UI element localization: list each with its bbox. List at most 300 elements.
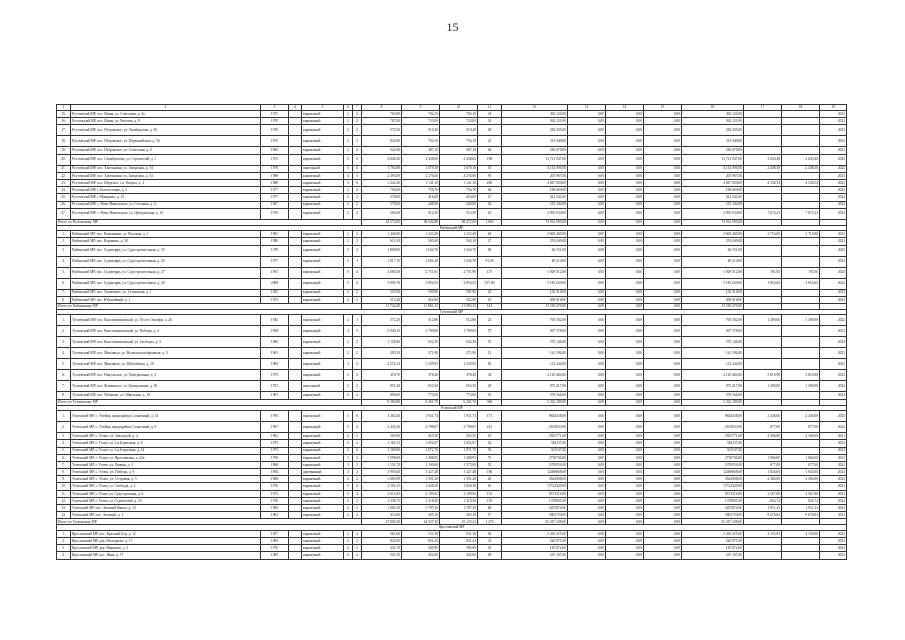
table-cell: 68	[478, 505, 502, 512]
table-cell: 2 448,30	[744, 165, 782, 172]
table-cell: 2023	[820, 289, 847, 296]
table-cell: 1 911,23	[782, 505, 820, 512]
table-cell: 0,00	[606, 194, 644, 201]
table-cell: 0,00	[568, 267, 606, 278]
table-cell: 0,00	[644, 165, 682, 172]
table-cell: 9.	[57, 476, 71, 483]
table-cell: 2023	[820, 111, 847, 118]
table-cell: 25 125,22	[440, 519, 478, 525]
table-cell: 1976	[261, 545, 289, 552]
table-cell	[782, 326, 820, 337]
table-cell: 1 100,60	[402, 461, 440, 468]
address-cell: Тутаевский МР, пос. Константиновский, ул. Свободы, д. 3	[71, 337, 261, 348]
table-cell	[289, 447, 302, 454]
column-header: 12	[502, 105, 568, 111]
table-cell: 512,50	[402, 208, 440, 219]
table-cell: 4 156,00	[782, 530, 820, 537]
table-cell	[289, 147, 302, 154]
table-cell: кирпичный	[302, 238, 344, 245]
table-cell: 2023	[820, 208, 847, 219]
table-cell: 4 113 095,00	[682, 165, 744, 172]
column-header: 9	[402, 105, 440, 111]
table-cell: 1 929 012,00	[502, 267, 568, 278]
table-cell: 4 336,54	[782, 179, 820, 186]
table-cell: 0,00	[644, 267, 682, 278]
table-cell: 2022	[820, 278, 847, 289]
table-cell: 1 488,95	[402, 454, 440, 461]
table-cell: 0,00	[568, 440, 606, 447]
table-cell: 0,00	[644, 392, 682, 399]
table-cell: 2 263 455,00	[502, 530, 568, 537]
table-cell: 2437874,00	[682, 505, 744, 512]
table-cell: 0,00	[644, 231, 682, 238]
table-cell: 5	[344, 165, 353, 172]
table-cell	[782, 337, 820, 348]
table-cell: 2	[344, 194, 353, 201]
table-row	[57, 469, 847, 476]
table-cell: 0,00	[606, 154, 644, 165]
address-cell: Угличский МР, с. Углич, ул. Заводской, д. 4	[71, 433, 261, 440]
table-cell: 2	[344, 208, 353, 219]
address-cell: Тутаевский МР, пос. Микляиха, ул. Юбилейная, д. 10	[71, 359, 261, 370]
table-cell: 2	[353, 194, 362, 201]
address-cell: Ростовский МР, с. Ново-Никольское, ул. Центральная, д. 16	[71, 208, 261, 219]
table-cell: 756,70	[402, 187, 440, 194]
table-cell: 2	[344, 136, 353, 147]
table-cell: 1 323,40	[402, 231, 440, 238]
table-cell: 70	[478, 326, 502, 337]
table-cell: 4 438,60	[440, 154, 478, 165]
table-row	[57, 326, 847, 337]
table-cell: 2	[353, 111, 362, 118]
table-cell: 0,00	[606, 208, 644, 219]
column-header: 19	[820, 105, 847, 111]
table-cell	[782, 289, 820, 296]
table-cell	[289, 296, 302, 303]
table-cell: 3802750,00	[682, 512, 744, 519]
table-cell: 2	[353, 469, 362, 476]
table-row	[57, 179, 847, 186]
table-cell: 220 871,00	[502, 538, 568, 545]
address-cell: Ростовский МР, с. Ново-Никольское, ул. Столовая, д. 4	[71, 201, 261, 208]
table-cell: 0,00	[568, 476, 606, 483]
column-header: 2	[71, 105, 261, 111]
table-cell: 723,00	[402, 118, 440, 125]
table-cell: кирпичный	[302, 545, 344, 552]
total-label: Итого по Угличскому МР	[57, 519, 362, 525]
table-cell: 40	[478, 476, 502, 483]
table-cell: 0,00	[606, 118, 644, 125]
table-cell: 2	[344, 538, 353, 545]
table-cell: 215 167,00	[682, 552, 744, 559]
table-cell: кирпичный	[302, 337, 344, 348]
table-cell: 0,00	[606, 337, 644, 348]
table-cell: 2	[344, 289, 353, 296]
table-cell: 0,00	[606, 165, 644, 172]
table-cell	[782, 238, 820, 245]
table-cell: 0,00	[644, 147, 682, 154]
table-cell: 1 797,30	[402, 505, 440, 512]
table-cell: 567 378,00	[682, 326, 744, 337]
table-cell: 2022	[820, 194, 847, 201]
table-cell: 756,70	[440, 187, 478, 194]
table-cell: 614	[478, 303, 502, 309]
table-cell: 0,00	[644, 303, 682, 309]
table-cell: 3	[353, 256, 362, 267]
table-cell: 5 322 180,00	[682, 399, 744, 405]
column-header: 7	[353, 105, 362, 111]
table-cell: 524,30	[362, 147, 402, 154]
table-cell: 1988	[261, 179, 289, 186]
table-cell: 851,40	[362, 381, 402, 392]
table-cell: 0,00	[606, 289, 644, 296]
table-cell: 2 125 464,00	[502, 370, 568, 381]
table-cell: 1 141,10	[402, 179, 440, 186]
table-cell	[744, 337, 782, 348]
column-header: 6	[344, 105, 353, 111]
table-cell: 3	[344, 179, 353, 186]
table-cell: 512,50	[440, 208, 478, 219]
table-cell: 1 336,75	[362, 497, 402, 504]
table-cell	[289, 530, 302, 537]
table-cell: 1970	[261, 125, 289, 136]
table-cell: 2024	[820, 392, 847, 399]
table-cell	[782, 538, 820, 545]
table-cell: 3 364,40	[362, 411, 402, 422]
address-cell: Рыбинский МР, пос. Судоверфь, ул. Судостроительная, д. 20	[71, 256, 261, 267]
table-cell: 452,80	[402, 296, 440, 303]
table-cell: 43	[478, 545, 502, 552]
table-cell: 560,20	[362, 208, 402, 219]
table-cell: 20.	[57, 154, 71, 165]
table-cell: 3 199,92	[402, 490, 440, 497]
table-cell: 27	[478, 194, 502, 201]
table-cell: 824,74	[744, 497, 782, 504]
table-cell: 27	[478, 238, 502, 245]
table-cell: 0,00	[568, 118, 606, 125]
address-cell: Угличский МР, г. Углич, ул. Строителей, д. 10	[71, 497, 261, 504]
table-cell: 1970	[261, 118, 289, 125]
table-cell	[744, 147, 782, 154]
table-row	[57, 278, 847, 289]
table-cell: 7.	[57, 381, 71, 392]
table-cell: 0,00	[568, 381, 606, 392]
table-cell: 3	[344, 381, 353, 392]
table-cell: 1 160,00	[362, 447, 402, 454]
table-cell: 2163633,00	[682, 422, 744, 433]
table-cell: кирпичный	[302, 476, 344, 483]
address-cell: Угличский МР, г. Углич, ул. 2-я Береговая, д. 6	[71, 440, 261, 447]
table-cell: 2023	[820, 231, 847, 238]
table-row	[57, 111, 847, 118]
table-cell: 2	[344, 392, 353, 399]
table-cell: 1 071,70	[402, 447, 440, 454]
table-cell: 1 490,00	[782, 381, 820, 392]
table-cell: 2.	[57, 326, 71, 337]
table-cell: 9 382,89	[362, 399, 402, 405]
table-cell: 215 184,00	[682, 201, 744, 208]
table-cell: 455,50	[402, 433, 440, 440]
table-cell: 27 905,30	[362, 519, 402, 525]
table-cell: 3 614,90	[362, 490, 402, 497]
table-cell: 1 131,70	[362, 461, 402, 468]
table-cell: 46 510,00	[502, 256, 568, 267]
table-cell: 2	[353, 147, 362, 154]
table-cell: 34	[478, 370, 502, 381]
table-cell: 1 473	[478, 519, 502, 525]
table-cell: 221	[478, 422, 502, 433]
table-cell: 4 847 829,00	[682, 179, 744, 186]
table-cell	[289, 326, 302, 337]
table-cell: 2025	[820, 154, 847, 165]
table-cell: 2023	[820, 118, 847, 125]
table-cell	[289, 315, 302, 326]
address-cell: Угличский МР, г. Углич, ул. Судостроения, д. 6	[71, 490, 261, 497]
table-cell: 1 809,00	[362, 245, 402, 256]
table-cell: 2023	[820, 545, 847, 552]
table-row	[57, 337, 847, 348]
table-cell: 2	[344, 118, 353, 125]
table-cell: 220 871,00	[682, 538, 744, 545]
table-row	[57, 147, 847, 154]
total-label: Итого по Тутаевскому МР	[57, 399, 362, 405]
address-cell: Ярославский МР, дер. Молодково, д. 17	[71, 538, 261, 545]
table-cell: 25	[478, 208, 502, 219]
table-cell	[744, 172, 782, 179]
table-cell: 236 870,00	[502, 147, 568, 154]
column-header: 5	[302, 105, 344, 111]
table-cell: 2	[353, 461, 362, 468]
table-cell	[289, 538, 302, 545]
table-cell	[744, 447, 782, 454]
table-cell: кирпичный	[302, 454, 344, 461]
table-cell: 0,00	[644, 136, 682, 147]
table-cell: 2 255,24	[362, 359, 402, 370]
table-cell	[744, 552, 782, 559]
table-cell	[782, 172, 820, 179]
table-cell	[289, 111, 302, 118]
table-cell: 2	[344, 348, 353, 359]
table-cell: кирпичный	[302, 231, 344, 238]
table-cell: 1976	[261, 454, 289, 461]
table-cell: 28	[478, 552, 502, 559]
table-cell	[782, 147, 820, 154]
table-cell	[744, 187, 782, 194]
table-cell	[289, 490, 302, 497]
table-cell: 2023	[820, 447, 847, 454]
table-cell	[289, 461, 302, 468]
table-cell: 2	[353, 348, 362, 359]
table-cell: 0,00	[606, 469, 644, 476]
table-cell: 2 448,30	[782, 165, 820, 172]
table-cell: 8573216,00	[502, 490, 568, 497]
table-cell: 550,50	[362, 289, 402, 296]
table-cell: кирпичный	[302, 512, 344, 519]
table-cell: 1994	[261, 469, 289, 476]
address-cell: Угличский МР, г. Углич, ул. Ленина, д. 3	[71, 461, 261, 468]
table-cell: 1 763,69	[362, 165, 402, 172]
table-cell: 2	[353, 447, 362, 454]
table-cell: 2	[344, 447, 353, 454]
table-cell: 1378001,00	[682, 497, 744, 504]
table-cell: 2 952 030,00	[682, 208, 744, 219]
table-cell: 378,40	[402, 370, 440, 381]
table-cell: 0,00	[606, 136, 644, 147]
table-cell: 11 893,35	[440, 303, 478, 309]
table-cell: 2023	[820, 359, 847, 370]
table-cell: 33	[478, 392, 502, 399]
table-cell: 5 322 180,00	[502, 399, 568, 405]
table-cell: 13 518 470,00	[502, 303, 568, 309]
table-cell	[782, 136, 820, 147]
table-cell: 3	[353, 326, 362, 337]
table-cell	[289, 337, 302, 348]
table-cell: 512,80	[440, 315, 478, 326]
table-cell: 0,00	[606, 172, 644, 179]
table-row	[57, 538, 847, 545]
table-cell: 15.	[57, 111, 71, 118]
table-cell: кирпичный	[302, 172, 344, 179]
table-cell: 26.	[57, 201, 71, 208]
table-cell: 14.	[57, 512, 71, 519]
table-cell: 2	[353, 337, 362, 348]
table-cell: 2	[344, 433, 353, 440]
table-cell: 271,90	[402, 348, 440, 359]
table-row	[57, 552, 847, 559]
table-cell: 0,00	[644, 201, 682, 208]
table-cell: 5	[344, 154, 353, 165]
table-cell: 12469668,00	[682, 469, 744, 476]
table-row	[57, 359, 847, 370]
table-cell: 25.	[57, 194, 71, 201]
page-number: 15	[446, 20, 459, 34]
table-cell: 331547,00	[682, 447, 744, 454]
table-cell: 32	[478, 538, 502, 545]
table-cell: 395,89	[440, 545, 478, 552]
table-cell: 834,90	[362, 136, 402, 147]
table-cell: 1 929 012,00	[682, 267, 744, 278]
table-cell: 208 018,00	[682, 296, 744, 303]
table-cell: 2952771,00	[502, 433, 568, 440]
table-cell: 2008	[261, 278, 289, 289]
table-cell: 0,00	[644, 238, 682, 245]
table-cell: 2 643,40	[744, 154, 782, 165]
table-cell: 3	[353, 172, 362, 179]
table-cell	[744, 245, 782, 256]
table-cell: 448,00	[440, 201, 478, 208]
table-cell	[289, 238, 302, 245]
table-cell: 3	[344, 469, 353, 476]
table-cell: 2729706,00	[682, 454, 744, 461]
table-cell: 1967	[261, 422, 289, 433]
table-cell: 1 052,87	[440, 440, 478, 447]
table-cell	[289, 392, 302, 399]
table-cell: 1963	[261, 512, 289, 519]
table-cell: кирпичный	[302, 359, 344, 370]
column-header: 11	[478, 105, 502, 111]
table-cell: кирпичный	[302, 125, 344, 136]
table-cell: 215 184,00	[502, 201, 568, 208]
table-cell: 4 152,95	[744, 530, 782, 537]
table-cell: 55	[478, 461, 502, 468]
table-cell: 1 028,30	[440, 483, 478, 490]
table-cell: 0,00	[568, 461, 606, 468]
table-cell: 157,00	[478, 278, 502, 289]
table-cell: кирпичный	[302, 447, 344, 454]
table-cell: кирпичный	[302, 179, 344, 186]
table-cell: 74 921 094,00	[682, 219, 744, 225]
table-cell: 2022	[820, 497, 847, 504]
table-cell: 362 120,00	[682, 111, 744, 118]
table-cell: 787,00	[362, 118, 402, 125]
table-cell: 0,00	[644, 179, 682, 186]
table-cell: кирпичный	[302, 118, 344, 125]
table-cell: 6	[353, 165, 362, 172]
table-cell: 2025	[820, 411, 847, 422]
table-cell: 1 863	[478, 219, 502, 225]
table-cell: 183 872,00	[682, 545, 744, 552]
table-cell: 363 121,00	[502, 118, 568, 125]
table-cell: 422 642,00	[502, 194, 568, 201]
table-cell: 1 490,00	[782, 315, 820, 326]
table-cell	[782, 125, 820, 136]
table-cell: 0,00	[606, 512, 644, 519]
table-cell: 0,00	[568, 483, 606, 490]
table-cell: 2	[344, 296, 353, 303]
table-cell: 2	[344, 147, 353, 154]
table-cell: кирпичный	[302, 278, 344, 289]
table-cell: 208 018,00	[502, 296, 568, 303]
table-cell: 2 751,81	[402, 267, 440, 278]
table-cell: 306	[478, 399, 502, 405]
table-cell: 30	[478, 530, 502, 537]
table-cell	[782, 194, 820, 201]
table-cell: 5 616,98	[782, 370, 820, 381]
table-cell: 1 591,20	[440, 476, 478, 483]
table-cell: 18.	[57, 136, 71, 147]
table-cell: 9 676,83	[744, 512, 782, 519]
table-cell: 215 167,00	[502, 552, 568, 559]
table-row	[57, 187, 847, 194]
table-cell: кирпичный	[302, 538, 344, 545]
table-cell	[289, 165, 302, 172]
table-cell: 0,00	[568, 238, 606, 245]
table-cell: 0,00	[644, 552, 682, 559]
table-cell: 330237,00	[682, 440, 744, 447]
table-cell: 1976	[261, 483, 289, 490]
table-cell: 0,00	[606, 440, 644, 447]
table-cell: 2163633,00	[502, 422, 568, 433]
table-cell	[744, 289, 782, 296]
table-cell: кирпичный	[302, 552, 344, 559]
table-cell: 561,00	[362, 530, 402, 537]
address-cell: Тутаевский МР, пос. Никульское, ул. Центральная, д. 4	[71, 370, 261, 381]
table-cell	[289, 359, 302, 370]
table-cell: 0,00	[568, 447, 606, 454]
table-cell: 17724320,00	[502, 483, 568, 490]
table-cell	[782, 545, 820, 552]
table-cell: 1 843,00	[744, 469, 782, 476]
table-cell: 0,00	[644, 476, 682, 483]
table-cell: 0,00	[568, 538, 606, 545]
address-cell: Угличский МР, пос. Зеленый, д. 1	[71, 512, 261, 519]
address-cell: Ярославский МР, дер. Иванцево, д. 2	[71, 545, 261, 552]
table-cell: кирпичный	[302, 289, 344, 296]
table-cell: 21.	[57, 165, 71, 172]
table-cell: 2952771,00	[682, 433, 744, 440]
table-cell: 531,38	[402, 530, 440, 537]
table-cell: 196 669,00	[682, 187, 744, 194]
